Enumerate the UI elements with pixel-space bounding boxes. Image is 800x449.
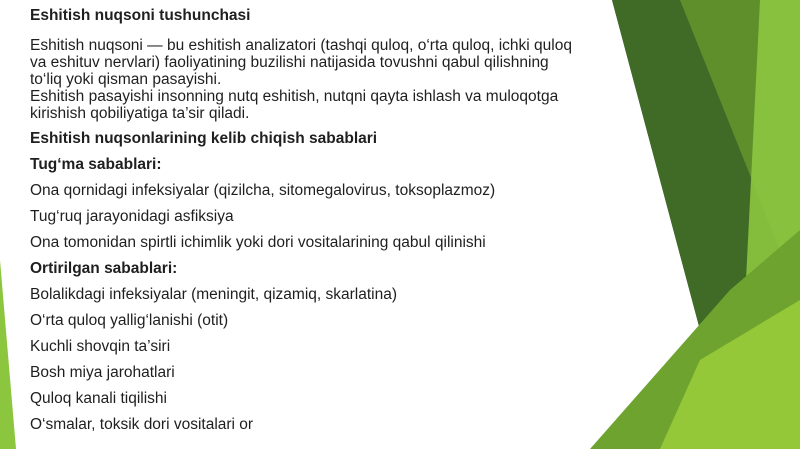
acquired-item: O‘rta quloq yallig‘lanishi (otit): [30, 312, 229, 329]
causes-heading: Eshitish nuqsonlarining kelib chiqish sabablari: [30, 130, 378, 147]
acquired-item: O‘smalar, toksik dori vositalari or: [30, 416, 254, 433]
acquired-item: Quloq kanali tiqilishi: [30, 390, 167, 407]
congenital-item: Ona tomonidan spirtli ichimlik yoki dori vositalarining qabul qilinishi: [30, 234, 486, 251]
acquired-item: Kuchli shovqin ta’siri: [30, 338, 171, 355]
slide-title: Eshitish nuqsoni tushunchasi: [30, 7, 251, 24]
left-green-sliver: [0, 260, 16, 449]
congenital-item: Tug‘ruq jarayonidagi asfiksiya: [30, 208, 234, 225]
definition-line: to‘liq yoki qisman pasayishi.: [30, 71, 222, 88]
congenital-item: Ona qornidagi infeksiyalar (qizilcha, sitomegalovirus, toksoplazmoz): [30, 182, 496, 199]
acquired-heading: Ortirilgan sabablari:: [30, 260, 178, 277]
acquired-item: Bolalikdagi infeksiyalar (meningit, qizamiq, skarlatina): [30, 286, 397, 303]
definition-paragraph: [30, 37, 620, 122]
definition-line: va eshituv nervlari) faoliyatining buzilishi natijasida tovushni qabul qilishning: [30, 54, 549, 71]
slide-content: [30, 6, 620, 434]
definition-line: kirishish qobiliyatiga ta’sir qiladi.: [30, 105, 250, 122]
congenital-heading: Tug‘ma sabablari:: [30, 156, 162, 173]
definition-line: Eshitish pasayishi insonning nutq eshitish, nutqni qayta ishlash va muloqotga: [30, 88, 559, 105]
acquired-item: Bosh miya jarohatlari: [30, 364, 175, 381]
definition-line: Eshitish nuqsoni — bu eshitish analizatori (tashqi quloq, o‘rta quloq, ichki quloq: [30, 37, 572, 54]
